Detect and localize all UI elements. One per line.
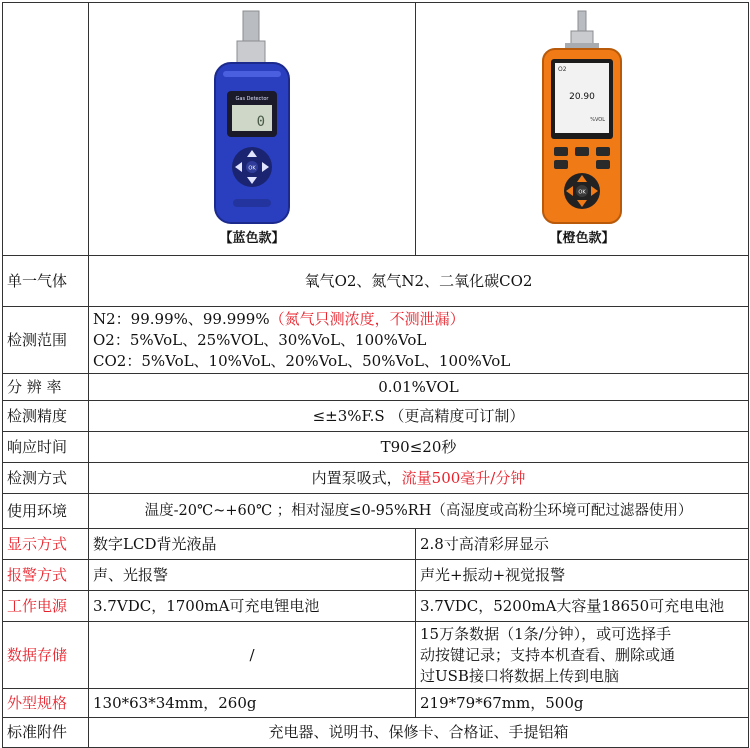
display-orange-value: 2.8寸高清彩屏显示 xyxy=(416,529,749,560)
accessories-label: 标准附件 xyxy=(3,718,89,748)
spec-table xyxy=(2,2,749,748)
range-label: 检测范围 xyxy=(3,307,89,374)
response-value: T90≤20秒 xyxy=(89,432,749,463)
alarm-row xyxy=(3,560,749,591)
blue-screen-value: 0 xyxy=(256,114,265,130)
storage-line: 动按键记录；支持本机查看、删除或通 xyxy=(420,645,676,664)
blue-model-caption: 【蓝色款】 xyxy=(219,231,285,246)
empty-corner-cell xyxy=(3,3,89,256)
blue-detector-image xyxy=(197,9,307,224)
environment-label: 使用环境 xyxy=(3,494,89,529)
accuracy-label: 检测精度 xyxy=(3,401,89,432)
storage-row xyxy=(3,622,749,689)
range-row xyxy=(3,307,749,374)
svg-text:OK: OK xyxy=(578,189,586,196)
dimensions-row xyxy=(3,689,749,718)
orange-model-caption: 【橙色款】 xyxy=(549,231,615,246)
range-co2-line: CO2：5%VoL、10%VoL、20%VoL、50%VoL、100%VoL xyxy=(93,351,511,370)
response-row xyxy=(3,432,749,463)
method-row xyxy=(3,463,749,494)
method-flow-rate: 流量500毫升/分钟 xyxy=(401,468,526,487)
orange-detector-image xyxy=(527,9,637,224)
storage-label: 数据存储 xyxy=(3,622,89,689)
method-value-prefix: 内置泵吸式， xyxy=(311,468,402,487)
method-value xyxy=(89,463,749,494)
gas-value: 氧气O2、氮气N2、二氧化碳CO2 xyxy=(89,256,749,307)
orange-screen-unit: %VOL xyxy=(590,117,605,123)
range-n2-note: （氮气只测浓度，不测泄漏） xyxy=(269,309,465,328)
storage-blue-value: / xyxy=(89,622,416,689)
dimensions-orange-value: 219*79*67mm，500g xyxy=(416,689,749,718)
blue-model-cell xyxy=(89,3,416,256)
alarm-blue-value: 声、光报警 xyxy=(89,560,416,591)
range-value xyxy=(89,307,749,374)
orange-screen-value: 20.90 xyxy=(569,92,595,102)
alarm-label: 报警方式 xyxy=(3,560,89,591)
gas-label: 单一气体 xyxy=(3,256,89,307)
resolution-value: 0.01%VOL xyxy=(89,374,749,401)
dimensions-blue-value: 130*63*34mm，260g xyxy=(89,689,416,718)
storage-line: 15万条数据（1条/分钟），或可选择手 xyxy=(420,624,672,643)
power-label: 工作电源 xyxy=(3,591,89,622)
environment-row xyxy=(3,494,749,529)
blue-screen-brand: Gas Detector xyxy=(235,96,269,102)
orange-screen-label: O2 xyxy=(558,66,567,73)
accuracy-value: ≤±3%F.S （更高精度可订制） xyxy=(89,401,749,432)
accessories-row xyxy=(3,718,749,748)
orange-model-cell xyxy=(416,3,749,256)
power-orange-value: 3.7VDC，5200mA大容量18650可充电电池 xyxy=(416,591,749,622)
accuracy-row xyxy=(3,401,749,432)
product-photo-row xyxy=(3,3,749,256)
gas-row xyxy=(3,256,749,307)
environment-value: 温度-20℃~+60℃ ；相对湿度≤0-95%RH（高湿度或高粉尘环境可配过滤器使用） xyxy=(89,494,749,529)
display-row xyxy=(3,529,749,560)
power-row xyxy=(3,591,749,622)
alarm-orange-value: 声光+振动+视觉报警 xyxy=(416,560,749,591)
range-o2-line: O2：5%VoL、25%VOL、30%VoL、100%VoL xyxy=(93,330,427,349)
range-n2-line xyxy=(93,309,744,330)
dimensions-label: 外型规格 xyxy=(3,689,89,718)
method-label: 检测方式 xyxy=(3,463,89,494)
storage-line: 过USB接口将数据上传到电脑 xyxy=(420,666,619,685)
storage-orange-value xyxy=(416,622,749,689)
response-label: 响应时间 xyxy=(3,432,89,463)
display-blue-value: 数字LCD背光液晶 xyxy=(89,529,416,560)
accessories-value: 充电器、说明书、保修卡、合格证、手提铝箱 xyxy=(89,718,749,748)
resolution-row xyxy=(3,374,749,401)
resolution-label: 分 辨 率 xyxy=(3,374,89,401)
svg-text:OK: OK xyxy=(248,165,256,172)
display-label: 显示方式 xyxy=(3,529,89,560)
range-n2-prefix: N2：99.99%、99.999% xyxy=(93,309,270,328)
power-blue-value: 3.7VDC，1700mA可充电锂电池 xyxy=(89,591,416,622)
